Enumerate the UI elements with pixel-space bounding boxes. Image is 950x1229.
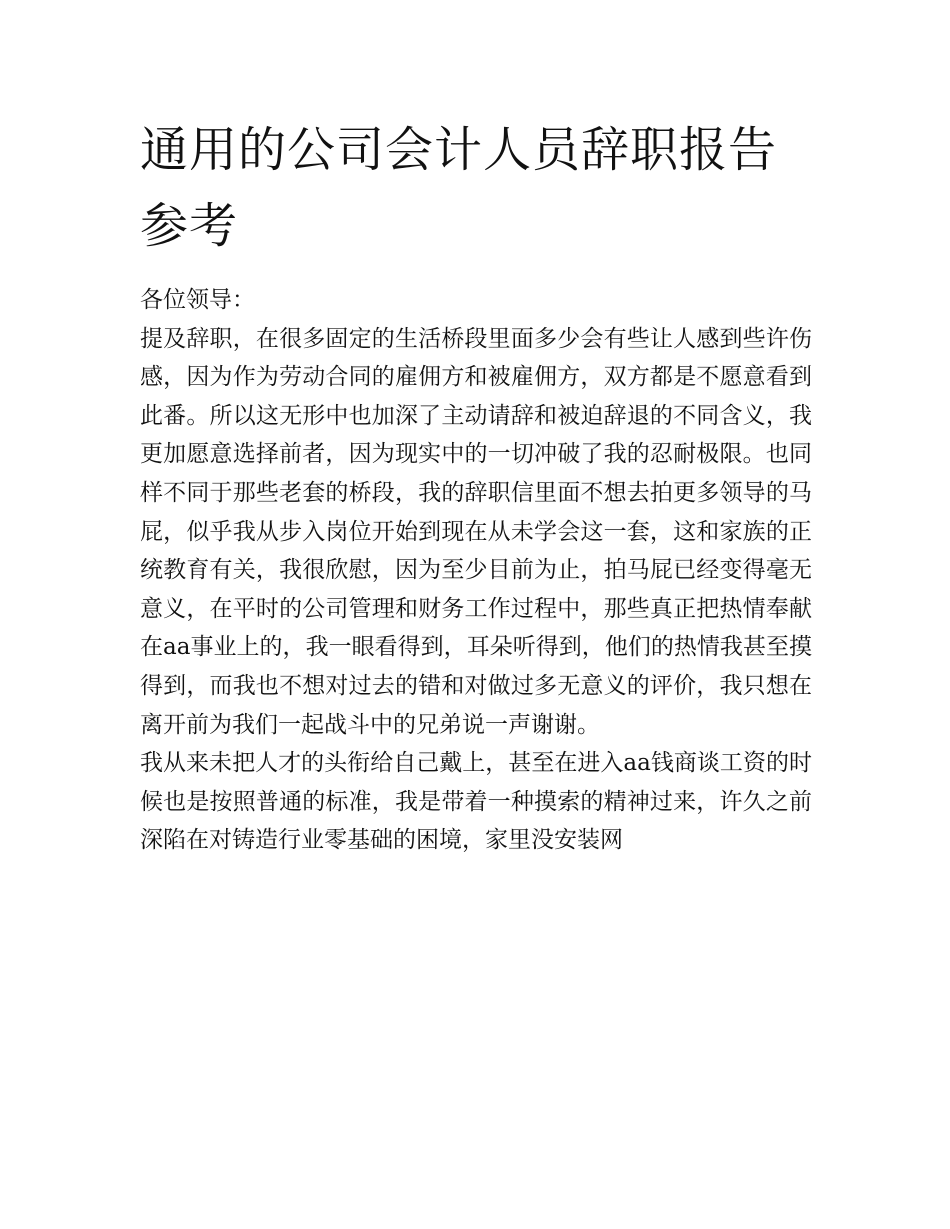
salutation: 各位领导：: [140, 287, 255, 313]
document-body: [140, 281, 812, 860]
document-title: 通用的公司会计人员辞职报告参考: [140, 122, 778, 254]
paragraph: 提及辞职，在很多固定的生活桥段里面多少会有些让人感到些许伤感，因为作为劳动合同的雇佣方和被雇佣方，双方都是不愿意看到此番。所以这无形中也加深了主动请辞和被迫辞退的不同含义，我更加愿意选择前者，因为现实中的一切冲破了我的忍耐极限。也同样不同于那些老套的桥段，我的辞职信里面不想去拍更多领导的马屁，似乎我从步入岗位开始到现在从未学会这一套，这和家族的正统教育有关，我很欣慰，因为至少目前为止，拍马屁已经变得毫无意义，在平时的公司管理和财务工作过程中，那些真正把热情奉献在aa事业上的，我一眼看得到，耳朵听得到，他们的热情我甚至摸得到，而我也不想对过去的错和对做过多无意义的评价，我只想在离开前为我们一起战斗中的兄弟说一声谢谢。: [140, 325, 812, 738]
paragraph: 我从来未把人才的头衔给自己戴上，甚至在进入aa钱商谈工资的时候也是按照普通的标准，我是带着一种摸索的精神过来，许久之前深陷在对铸造行业零基础的困境，家里没安装网: [140, 750, 812, 854]
